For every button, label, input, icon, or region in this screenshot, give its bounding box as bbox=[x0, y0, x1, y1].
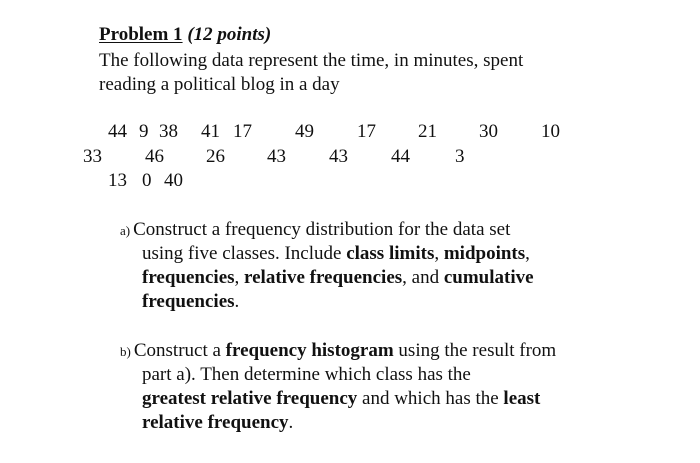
task-a-text: Construct a frequency distribution for the data set bbox=[133, 219, 511, 240]
data-value: 17 bbox=[233, 121, 252, 142]
data-value: 46 bbox=[145, 146, 164, 167]
task-text: using five classes. Include bbox=[142, 243, 347, 264]
intro-line-1: The following data represent the time, in minutes, spent bbox=[99, 50, 524, 71]
task-emphasis: midpoints bbox=[443, 243, 526, 264]
task-emphasis: cumulative bbox=[443, 267, 534, 288]
task-emphasis: frequencies bbox=[142, 291, 235, 312]
data-value: 44 bbox=[108, 121, 127, 142]
problem-points: (12 points) bbox=[187, 24, 272, 45]
task-text: part a). Then determine which class has the bbox=[142, 364, 471, 385]
data-value: 43 bbox=[329, 146, 348, 167]
task-emphasis: relative frequency bbox=[142, 412, 289, 433]
task-a-line-1 bbox=[120, 218, 510, 243]
task-text: , and bbox=[402, 267, 444, 288]
data-value: 33 bbox=[83, 146, 102, 167]
data-value: 13 bbox=[108, 170, 127, 191]
data-value: 40 bbox=[164, 170, 183, 191]
task-text: , bbox=[234, 267, 245, 288]
data-value: 10 bbox=[541, 121, 560, 142]
task-a-line-4 bbox=[142, 290, 239, 314]
data-value: 30 bbox=[479, 121, 498, 142]
task-emphasis: greatest relative frequency bbox=[142, 388, 358, 409]
task-a-line-3 bbox=[142, 266, 534, 290]
data-value: 38 bbox=[159, 121, 178, 142]
task-emphasis: least bbox=[503, 388, 541, 409]
task-text: . bbox=[234, 291, 240, 312]
data-value: 17 bbox=[357, 121, 376, 142]
task-b-line-3 bbox=[142, 387, 540, 411]
intro-line-2: reading a political blog in a day bbox=[99, 74, 340, 95]
data-value: 44 bbox=[391, 146, 410, 167]
task-text: , bbox=[525, 243, 530, 264]
data-value: 49 bbox=[295, 121, 314, 142]
task-a-marker: a) bbox=[120, 223, 131, 238]
task-text: Construct a bbox=[133, 340, 226, 361]
task-emphasis: frequencies bbox=[142, 267, 235, 288]
data-value: 9 bbox=[139, 121, 149, 142]
task-text: , bbox=[434, 243, 444, 264]
problem-heading bbox=[99, 24, 271, 46]
task-b-line-2 bbox=[142, 363, 471, 387]
task-text: using the result from bbox=[393, 340, 557, 361]
data-value: 43 bbox=[267, 146, 286, 167]
task-text: . bbox=[288, 412, 294, 433]
task-text: and which has the bbox=[357, 388, 504, 409]
task-b-marker: b) bbox=[120, 344, 131, 359]
data-value: 26 bbox=[206, 146, 225, 167]
task-emphasis: relative frequencies bbox=[244, 267, 403, 288]
task-emphasis: class limits bbox=[346, 243, 435, 264]
data-value: 21 bbox=[418, 121, 437, 142]
problem-title: Problem 1 bbox=[99, 24, 183, 45]
data-value: 41 bbox=[201, 121, 220, 142]
task-emphasis: frequency histogram bbox=[225, 340, 394, 361]
task-b-line-4 bbox=[142, 411, 293, 435]
data-value: 0 bbox=[142, 170, 152, 191]
task-b-line-1 bbox=[120, 339, 556, 364]
data-value: 3 bbox=[455, 146, 465, 167]
task-a-line-2 bbox=[142, 242, 530, 266]
